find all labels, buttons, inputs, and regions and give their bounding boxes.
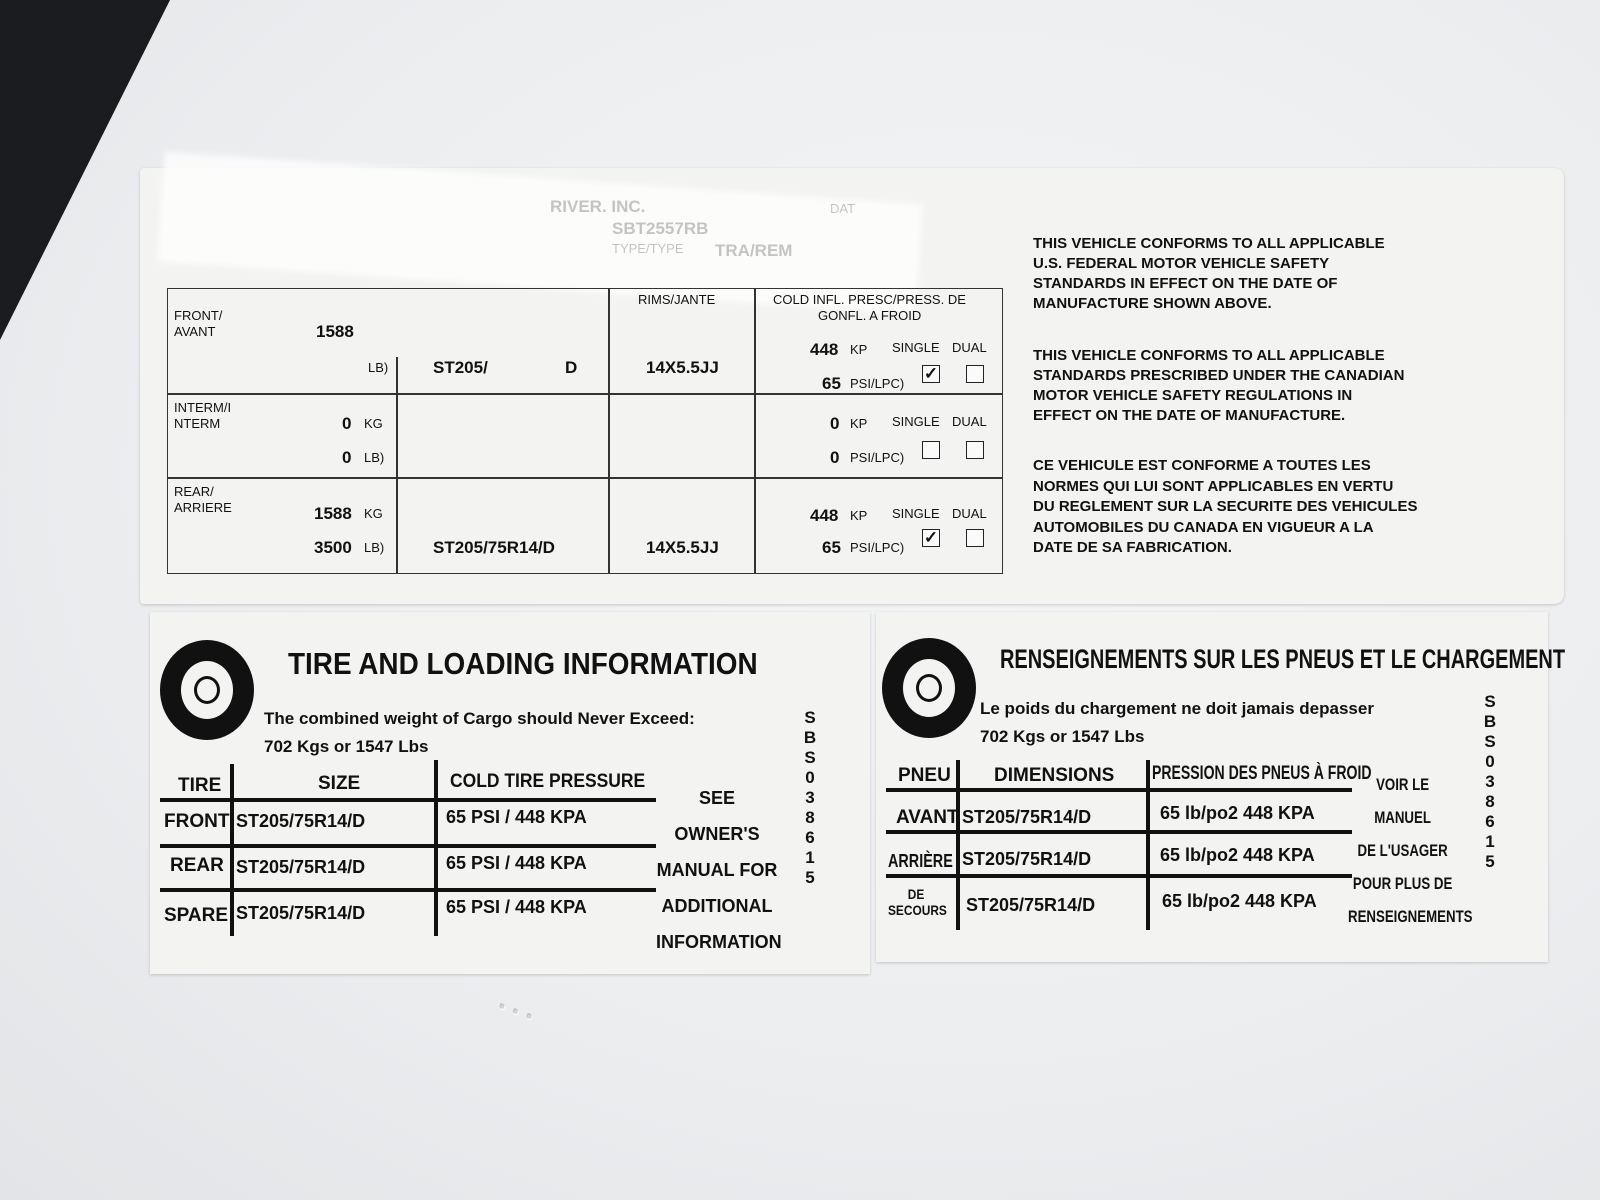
tire-fr-cargo-line: Le poids du chargement ne doit jamais depasser [980,699,1374,718]
tire-en-serial-code [802,708,818,888]
embossed-text: . . . [496,984,541,1026]
tire-fr-note-line: RENSEIGNEMENTS [1348,907,1473,926]
tire-en-cargo-line: The combined weight of Cargo should Never Exceed: [264,709,695,728]
row-front-dual-checkbox [966,365,984,383]
compliance-ca-line: THIS VEHICLE CONFORMS TO ALL APPLICABLE [1033,347,1385,364]
tire-en-note-line: INFORMATION [656,932,782,952]
tire-fr-col-size: DIMENSIONS [994,765,1115,786]
tire-en-row-spare: SPARE [164,905,229,926]
row-interm-label: INTERM/I [174,400,232,415]
row-rear-kp-unit: KP [850,508,868,523]
row-rear-single-checkbox: ✓ [923,528,939,547]
tire-en-row-front-size: ST205/75R14/D [236,811,366,831]
tire-en-row-spare-pressure: 65 PSI / 448 KPA [446,897,587,917]
tire-fr-row-avant: AVANT [896,807,959,828]
compliance-us-line: U.S. FEDERAL MOTOR VEHICLE SAFETY [1033,255,1330,272]
row-front-single-checkbox: ✓ [923,364,939,383]
tire-en-note-line: SEE OWNER'S [674,788,760,844]
compliance-us [1033,234,1385,314]
code-char: S [804,748,816,767]
row-front-lb-unit: LB) [368,360,389,375]
row-rear-single-label: SINGLE [892,506,940,521]
tire-en-row-front: FRONT [164,811,230,832]
code-char: B [1483,712,1497,731]
row-interm-single-checkbox [922,441,940,459]
compliance-fr-line: NORMES QUI LUI SONT APPLICABLES EN VERTU [1033,477,1394,495]
row-interm-psi-unit: PSI/LPC) [850,450,905,465]
tire-loading-label-en [150,612,870,974]
tire-fr-col-tire: PNEU [898,765,951,786]
row-rear-psi-unit: PSI/LPC) [850,540,905,555]
compliance-fr-line: DU REGLEMENT SUR LA SECURITE DES VEHICULES [1033,498,1418,515]
code-char: S [804,708,816,727]
tire-en-note-line: ADDITIONAL [661,896,773,916]
row-interm-label-2: NTERM [174,416,221,431]
tire-en-note [656,780,782,960]
row-front-kp-unit: KP [850,342,868,357]
row-interm-kpa: 0 [830,414,840,433]
row-front-dual-label: DUAL [952,340,987,355]
tire-fr-row-arriere-pressure: 65 lb/po2 448 KPA [1160,845,1315,865]
row-interm-single-label: SINGLE [892,414,940,429]
tire-fr-note-line: DE L'USAGER [1357,841,1448,860]
tire-fr-row-avant-pressure: 65 lb/po2 448 KPA [1160,803,1315,823]
tire-fr-note-line: POUR PLUS DE [1352,874,1453,893]
row-front-label-2: AVANT [174,324,216,339]
row-rear-dual-checkbox [966,529,984,547]
row-rear-kg: 1588 [314,504,352,523]
axle-table [167,288,1003,574]
row-rear-lb-unit: LB) [364,540,385,555]
tire-en-row-rear: REAR [170,855,224,876]
row-rear-kg-unit: KG [364,506,383,521]
cold-pressure-header-2: GONFL. A FROID [818,308,922,323]
tire-fr-row-arriere: ARRIÈRE [888,851,953,871]
code-char: 8 [1485,792,1495,811]
code-char: 3 [805,788,815,807]
code-char: B [803,728,817,747]
row-front-tire: ST205/ [433,358,488,377]
tire-fr-title: RENSEIGNEMENTS SUR LES PNEUS ET LE CHARGEMENT [1000,644,1566,674]
row-front-kg: 1588 [316,322,354,341]
tire-en-row-rear-size: ST205/75R14/D [236,857,366,877]
row-interm-dual-checkbox [966,441,984,459]
tire-en-row-spare-size: ST205/75R14/D [236,903,366,923]
compliance-fr-line: CE VEHICULE EST CONFORME A TOUTES LES [1033,457,1371,474]
row-front-kpa: 448 [810,340,839,359]
compliance-us-line: THIS VEHICLE CONFORMS TO ALL APPLICABLE [1033,235,1385,252]
tire-en-cargo-weight: 702 Kgs or 1547 Lbs [264,737,429,756]
tire-en-row-rear-pressure: 65 PSI / 448 KPA [446,853,587,873]
row-front-label: FRONT/ [174,308,223,323]
tire-en-title: TIRE AND LOADING INFORMATION [288,646,758,681]
tire-icon [882,638,976,738]
compliance-fr-line: AUTOMOBILES DU CANADA EN VIGUEUR A LA [1033,518,1374,536]
code-char: 6 [805,828,815,847]
tire-en-col-tire: TIRE [178,775,222,796]
compliance-ca [1033,346,1404,426]
compliance-ca-line: MOTOR VEHICLE SAFETY REGULATIONS IN [1033,387,1353,404]
tire-fr-row-arriere-size: ST205/75R14/D [962,849,1092,869]
row-rear-kpa: 448 [810,506,839,525]
compliance-us-line: MANUFACTURE SHOWN ABOVE. [1033,295,1272,312]
row-interm-lb-unit: LB) [364,450,385,465]
row-rear-dual-label: DUAL [952,506,987,521]
rims-header: RIMS/JANTE [638,292,716,307]
tire-en-note-line: MANUAL FOR [656,860,778,880]
code-char: S [1484,732,1496,751]
tire-fr-row-secours: DE SECOURS [888,886,947,918]
tire-fr-note [1348,768,1473,933]
code-char: 0 [1485,752,1495,771]
compliance-us-line: STANDARDS IN EFFECT ON THE DATE OF [1033,275,1338,292]
code-char: 5 [1485,852,1495,871]
row-interm-lb: 0 [342,448,352,467]
row-rear-lb: 3500 [314,538,352,557]
row-front-psi-unit: PSI/LPC) [850,376,905,391]
compliance-ca-line: STANDARDS PRESCRIBED UNDER THE CANADIAN [1033,367,1405,384]
row-front-psi: 65 [822,374,841,393]
row-rear-psi: 65 [822,538,841,557]
code-char: S [1484,692,1496,711]
tire-fr-serial-code [1482,692,1498,872]
code-char: 3 [1485,772,1495,791]
row-interm-kg: 0 [342,414,352,433]
certification-label [140,168,1564,604]
tire-en-row-front-pressure: 65 PSI / 448 KPA [446,807,587,827]
compliance-fr [1033,456,1417,559]
code-char: 8 [805,808,815,827]
row-interm-psi: 0 [830,448,840,467]
tire-icon [160,640,254,740]
code-char: 1 [1485,832,1495,851]
tire-fr-cargo-weight: 702 Kgs or 1547 Lbs [980,727,1145,746]
code-char: 1 [805,848,815,867]
row-front-single-label: SINGLE [892,340,940,355]
tire-loading-label-fr [876,612,1566,962]
tire-fr-row-secours-size: ST205/75R14/D [966,895,1096,915]
code-char: 6 [1485,812,1495,831]
cold-pressure-header: COLD INFL. PRESC/PRESS. DE [773,292,966,307]
tire-fr-note-line: VOIR LE MANUEL [1374,775,1431,827]
tire-en-col-pressure: COLD TIRE PRESSURE [450,771,646,792]
row-front-tire-end: D [565,358,578,377]
row-rear-label-2: ARRIERE [174,500,232,515]
code-char: 0 [805,768,815,787]
row-interm-kp-unit: KP [850,416,868,431]
tire-fr-row-secours-pressure: 65 lb/po2 448 KPA [1162,891,1317,911]
compliance-ca-line: EFFECT ON THE DATE OF MANUFACTURE. [1033,407,1346,424]
row-rear-rim: 14X5.5JJ [646,538,719,557]
tire-fr-row-avant-size: ST205/75R14/D [962,807,1092,827]
row-front-rim: 14X5.5JJ [646,358,719,377]
compliance-fr-line: DATE DE SA FABRICATION. [1033,539,1232,556]
row-rear-tire: ST205/75R14/D [433,538,555,557]
row-interm-dual-label: DUAL [952,414,987,429]
tire-fr-col-pressure: PRESSION DES PNEUS À FROID [1152,763,1372,784]
code-char: 5 [805,868,815,887]
row-interm-kg-unit: KG [364,416,383,431]
row-rear-label: REAR/ [174,484,214,499]
tire-en-col-size: SIZE [318,773,361,794]
